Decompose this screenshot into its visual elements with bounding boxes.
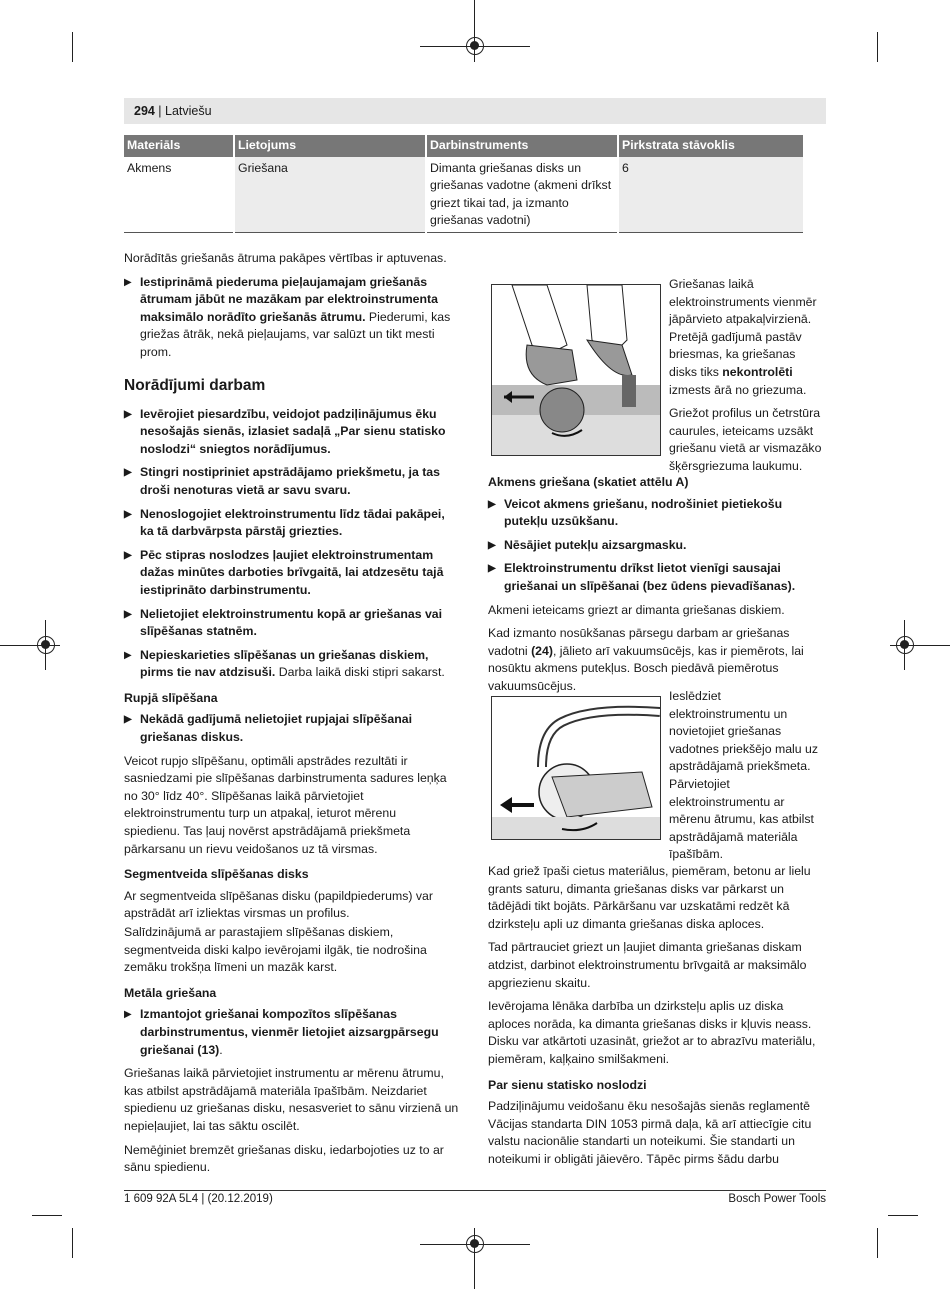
text-line: apstrādājamā priekšmeta.: [669, 759, 811, 774]
bold-line: Nelietojiet elektroinstrumentu kopā ar griešanas vai: [140, 606, 443, 621]
text-line: kas atbilst apstrādājamā materiāla īpašībām. Neizdariet: [124, 1083, 427, 1098]
footer-brand: Bosch Power Tools: [728, 1193, 826, 1205]
cell-use: Griešana: [234, 157, 426, 233]
text-line: mērenu ātrumu, kas atbilst: [669, 812, 814, 827]
registration-mark-icon: [466, 37, 484, 55]
text-line: īpašībām.: [669, 847, 723, 862]
bold-line: Elektroinstrumentu drīkst lietot vienīgi sausajai: [504, 561, 781, 576]
bullet-item: [124, 606, 464, 641]
paragraph: [124, 924, 464, 977]
bold-line: Stingri nostipriniet apstrādājamo priekšmetu, ja tas: [140, 465, 440, 480]
bold-line: Nekādā gadījumā nelietojiet rupjajai slīpēšanai: [140, 712, 412, 727]
cutting-direction-figure: [491, 284, 661, 456]
registration-mark-icon: [466, 1235, 484, 1253]
bullet-item: [488, 537, 828, 555]
bold-line: griešanai (13): [140, 1042, 220, 1057]
text-line: apstrādāt arī izliektas virsmas un profilus.: [124, 906, 350, 921]
paragraph: [488, 625, 828, 695]
text-line: vakuumsūcējus.: [488, 678, 577, 693]
bold-line: maksimālo norādīto griešanās ātrumu.: [140, 309, 366, 324]
text-line: elektroinstruments vienmēr: [669, 294, 817, 309]
text-line: pārkarsanu un rievu veidošanos uz tā virsmas.: [124, 841, 378, 856]
text-span: Darba laikā diski stipri sakarst.: [275, 665, 445, 680]
text-line: valstu nacionālie standarti un noteikumi. Šie standarti un: [488, 1134, 795, 1149]
text-line: Pretējā gadījumā pastāv: [669, 329, 802, 344]
subsection-heading: Metāla griešana: [124, 985, 217, 1000]
text-line: Pārvietojiet: [669, 776, 730, 791]
bullet-item: [488, 560, 828, 595]
paragraph: [124, 888, 464, 923]
cell-tool-line: Dimanta griešanas disks un: [430, 161, 582, 175]
text-line: nosūktu akmens putekļus. Bosch piedāvā piemērotus: [488, 661, 779, 676]
bold-word: nekontrolēti: [722, 364, 793, 379]
text-line: briesmas, ka griešanas: [669, 347, 796, 362]
cell-tool: [426, 157, 618, 233]
bold-line: Iestiprināmā piederuma pieļaujamajam griešanās: [140, 274, 428, 289]
text-line: Disku var atkārtoti uzasināt, griežot ar to abrazīvu materiālu,: [488, 1034, 816, 1049]
text-line: jāpārvieto atpakaļvirzienā.: [669, 312, 812, 327]
bullet-item: [124, 647, 464, 682]
hands-grinder-illustration: [492, 285, 660, 455]
text-line: novietojiet griešanas: [669, 724, 782, 739]
bullet-item: [488, 496, 828, 531]
text-line: spiedienu uz griešanas disku, nesasveriet to sānu virzienā un: [124, 1101, 459, 1116]
text-line: prom.: [140, 344, 172, 359]
text-line: Vācijas standarta DIN 1053 pirmā daļa, kā arī attiecīgie citu: [488, 1116, 812, 1131]
text-line: zemāku trokšņa līmeni un mazāk karst.: [124, 960, 338, 975]
bold-line: pirms tie nav atdzisuši.: [140, 665, 276, 680]
crop-mark: [877, 32, 878, 62]
bullet-item: [124, 274, 464, 362]
text-line: Kad griež īpaši cietus materiālus, piemēram, betonu ar lielu: [488, 864, 811, 878]
text-line: Griešanas laikā: [669, 277, 754, 291]
paragraph: [669, 276, 829, 399]
bold-line: iestiprināto darbinstrumentu.: [140, 582, 311, 597]
bullet-item: [124, 711, 464, 746]
column-header: Pirkstrata stāvoklis: [618, 135, 804, 157]
column-header: Darbinstruments: [426, 135, 618, 157]
text-line: vadotni: [488, 643, 532, 658]
bold-line: Ievērojiet piesardzību, veidojot padziļinājumus ēku: [140, 406, 437, 421]
crop-mark: [888, 1215, 918, 1216]
text-line: Salīdzinājumā ar parastajiem slīpēšanas diskiem,: [124, 925, 394, 939]
text-line: Padziļinājumu veidošanu ēku nesošajās sienās reglamentē: [488, 1099, 810, 1114]
table-header-row: [124, 135, 804, 157]
bold-ref: (24): [531, 643, 553, 658]
speed-note: Norādītās griešanās ātruma pakāpes vērtības ir aptuvenas.: [124, 251, 447, 265]
text-line: segmentveida diski kalpo ievērojami ilgāk, tie nodrošina: [124, 942, 427, 957]
bold-line: darbinstrumentus, vienmēr lietojiet aizsargpārsegu: [140, 1024, 439, 1039]
cell-tool-line: griešanas vadotne (akmeni drīkst: [430, 178, 612, 193]
column-header: Materiāls: [124, 135, 234, 157]
text-line: sasniedzami pie slīpēšanas darbinstrumenta sadures leņķa: [124, 771, 447, 786]
header-language: Latviešu: [165, 104, 212, 118]
bullet-item: [124, 547, 464, 600]
text-line: elektroinstrumentu ar: [669, 794, 785, 809]
page-header: [124, 98, 826, 124]
bold-line: ka tā darbvārpsta pārstāj griezties.: [140, 524, 343, 539]
bold-line: Veicot akmens griešanu, nodrošiniet pietiekošu: [504, 496, 783, 511]
bullet-item: [124, 406, 464, 459]
bold-line: putekļu uzsūkšanu.: [504, 514, 619, 529]
text-line: apstrādājamā materiāla: [669, 829, 798, 844]
paragraph: Akmeni ieteicams griezt ar dimanta griešanas diskiem.: [488, 602, 785, 617]
text-line: sānu spiedienu.: [124, 1160, 211, 1175]
cell-tool-line: griezt tikai tad, ja izmanto: [430, 195, 569, 210]
paragraph: [669, 405, 829, 475]
cell-tool-line: griešanas vadotni): [430, 212, 531, 227]
bold-line: Izmantojot griešanai kompozītos slīpēšanas: [140, 1007, 397, 1022]
text-line: no 30° līdz 40°. Slīpēšanas laikā pārvietojiet: [124, 788, 364, 803]
cell-position: 6: [618, 157, 804, 233]
bold-line: slīpēšanas statnēm.: [140, 624, 257, 639]
paragraph: [488, 939, 833, 992]
settings-table: [124, 135, 805, 233]
bold-line: droši nenoturas vietā ar savu svaru.: [140, 482, 351, 497]
paragraph: [669, 688, 829, 864]
text-line: apgriezienu skaitu.: [488, 975, 591, 990]
text-line: vadotnes priekšējo malu uz: [669, 741, 819, 756]
bold-line: Nepieskarieties slīpēšanas un griešanas diskiem,: [140, 647, 429, 662]
text-line: Nemēģiniet bremzēt griešanas disku, iedarbojoties uz to ar: [124, 1142, 444, 1157]
section-heading: Norādījumi darbam: [124, 376, 266, 394]
crop-mark: [72, 1228, 73, 1258]
text-line: aploces norāda, ka dimanta griešanas disks ir kļuvis neass.: [488, 1016, 812, 1031]
text-line: elektroinstrumentu un: [669, 706, 788, 721]
paragraph: [124, 1142, 464, 1177]
subsection-heading: Rupjā slīpēšana: [124, 690, 218, 705]
subsection-heading: Akmens griešana (skatiet attēlu A): [488, 475, 689, 489]
cell-material: Akmens: [124, 157, 234, 233]
text-line: caurules, ieteicams uzsākt: [669, 423, 814, 438]
footer-doc-id: 1 609 92A 5L4 | (20.12.2019): [124, 1193, 273, 1205]
stone-cutting-section: [488, 474, 828, 702]
bold-line: Nenoslogojiet elektroinstrumentu līdz tādai pakāpei,: [140, 506, 445, 521]
stone-cutting-figure: [491, 696, 661, 840]
table-row: [124, 157, 804, 233]
text-line: atdzist, darbinot elektroinstrumentu brīvgaitā ar maksimālo: [488, 957, 807, 972]
paragraph: [488, 998, 833, 1068]
registration-mark-icon: [896, 636, 914, 654]
text-line: Tad pārtrauciet griezt un ļaujiet dimanta griešanas diskam: [488, 940, 802, 955]
page-number: 294: [134, 104, 155, 118]
bold-line: nesošajās sienās, izlasiet sadaļā „Par sienu statisko: [140, 424, 446, 439]
bullet-item: ▶ Izmantojot griešanai kompozītos slīpēšanas darbinstrumentus, vienmēr lietojiet aizsargpārsegu griešanai (13).: [124, 1006, 464, 1059]
text-line: noteikumi ir obligāti jāievēro. Tāpēc pirms šādu darbu: [488, 1151, 779, 1166]
text-line: disks tiks: [669, 364, 723, 379]
text-span: Piederumi, kas: [365, 309, 451, 324]
text-line: Ievērojama lēnāka darbība un dzirksteļu aplis uz diska: [488, 999, 784, 1014]
paragraph: [124, 753, 464, 859]
bullet-item: [124, 506, 464, 541]
paragraph: [488, 1098, 833, 1168]
bold-line: griešanas diskus.: [140, 730, 244, 745]
text-line: nepieļaujiet, lai tas sāktu oscilēt.: [124, 1118, 300, 1133]
text-line: spiedienu. Tas ļauj novērst apstrādājamā priekšmeta: [124, 824, 411, 839]
page-footer: [124, 1190, 826, 1205]
text-line: Ar segmentveida slīpēšanas disku (papildpiederums) var: [124, 888, 433, 903]
text-line: šķērsgriezuma laukumu.: [669, 458, 803, 473]
text-line: Ieslēdziet: [669, 689, 721, 703]
text-line: elektroinstrumentu turp un atpakaļ, ieturot mērenu: [124, 806, 397, 821]
text-line: griešanu vietā ar vismazāko: [669, 441, 822, 456]
paragraph: [488, 863, 833, 933]
bold-line: Pēc stipras noslodzes ļaujiet elektroinstrumentam: [140, 547, 434, 562]
text-line: griežas ātrāk, nekā pieļaujams, var salūzt un tikt mesti: [140, 327, 435, 342]
header-separator: |: [158, 104, 166, 118]
right-column-lower: [488, 863, 833, 1175]
grinder-with-guide-illustration: [492, 697, 660, 839]
crop-mark: [72, 32, 73, 62]
left-column: [124, 250, 464, 1183]
figure2-caption: [669, 688, 829, 870]
bold-line: dažas minūtes darboties brīvgaitā, lai atdzesētu tajā: [140, 565, 444, 580]
bold-line: ātrumam jābūt ne mazākam par elektroinstrumenta: [140, 292, 438, 307]
registration-mark-icon: [37, 636, 55, 654]
text-line: izmests ārā no griezuma.: [669, 382, 807, 397]
text-line: grants saturu, dimanta griešanas disks var pārkarst un: [488, 881, 784, 896]
crop-mark: [32, 1215, 62, 1216]
figure1-caption: [669, 276, 829, 482]
bullet-item: [124, 464, 464, 499]
text-line: dzirksteļu apli uz dimanta griešanas diska aploces.: [488, 916, 765, 931]
bold-line: noslodzi“ sniegtos norādījumus.: [140, 441, 331, 456]
crop-mark: [877, 1228, 878, 1258]
column-header: Lietojums: [234, 135, 426, 157]
bold-line: griešanai un slīpēšanai (bez ūdens pievadīšanas).: [504, 578, 796, 593]
text-span: , jālieto arī vakuumsūcējs, kas ir piemērots, lai: [552, 643, 804, 658]
text-line: piemēram, kaļķaino smilšakmeni.: [488, 1051, 670, 1066]
subsection-heading: Par sienu statisko noslodzi: [488, 1077, 647, 1092]
paragraph: [124, 1065, 464, 1135]
text-line: Veicot rupjo slīpēšanu, optimāli apstrādes rezultāti ir: [124, 753, 408, 768]
text-line: Kad izmanto nosūkšanas pārsegu darbam ar griešanas: [488, 626, 790, 641]
bold-line: Nēsājiet putekļu aizsargmasku.: [504, 537, 687, 552]
subsection-heading: Segmentveida slīpēšanas disks: [124, 867, 309, 882]
text-line: tādējādi tikt bojāts. Pārkāršanu var uzskatāmi redzēt kā: [488, 899, 790, 914]
text-line: Griežot profilus un četrstūra: [669, 406, 821, 421]
text-line: Griešanas laikā pārvietojiet instrumentu ar mērenu ātrumu,: [124, 1066, 444, 1081]
